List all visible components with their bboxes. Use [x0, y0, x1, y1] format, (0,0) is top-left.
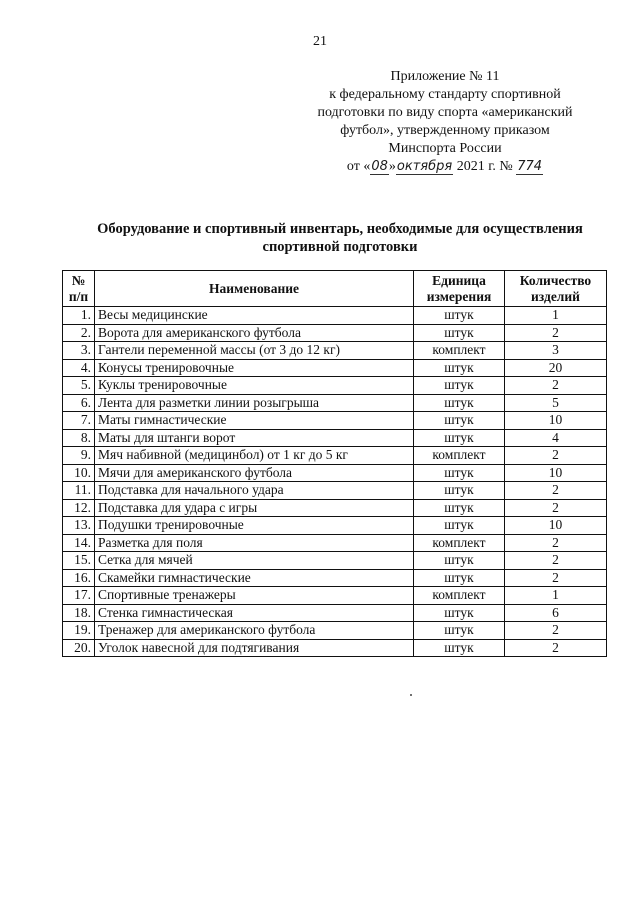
header-name: Наименование: [95, 271, 414, 307]
row-number: 16.: [63, 569, 95, 587]
item-unit: штук: [414, 517, 505, 535]
table-row: [63, 307, 607, 325]
row-number: 15.: [63, 552, 95, 570]
table-row: [63, 622, 607, 640]
item-unit: штук: [414, 622, 505, 640]
table-row: [63, 412, 607, 430]
table-row: [63, 587, 607, 605]
item-name: Уголок навесной для подтягивания: [95, 639, 414, 657]
item-quantity: 4: [505, 429, 607, 447]
table-row: [63, 394, 607, 412]
item-name: Конусы тренировочные: [95, 359, 414, 377]
row-number: 10.: [63, 464, 95, 482]
item-name: Сетка для мячей: [95, 552, 414, 570]
page-number: 21: [313, 34, 327, 49]
table-row: [63, 464, 607, 482]
item-unit: штук: [414, 569, 505, 587]
item-unit: штук: [414, 429, 505, 447]
header-num-line-2: п/п: [68, 288, 89, 304]
item-name: Весы медицинские: [95, 307, 414, 325]
order-day-handwritten: 08: [371, 159, 388, 174]
item-unit: штук: [414, 482, 505, 500]
item-unit: штук: [414, 412, 505, 430]
header-qty: [505, 271, 607, 307]
header-unit-line-2: измерения: [426, 288, 492, 304]
item-name: Скамейки гимнастические: [95, 569, 414, 587]
appendix-line-5: Минспорта России: [388, 141, 502, 156]
row-number: 19.: [63, 622, 95, 640]
item-name: Маты для штанги ворот: [95, 429, 414, 447]
header-num-line-1: №: [71, 272, 86, 288]
item-unit: штук: [414, 394, 505, 412]
item-unit: комплект: [414, 534, 505, 552]
item-quantity: 3: [505, 342, 607, 360]
item-name: Ворота для американского футбола: [95, 324, 414, 342]
item-quantity: 10: [505, 464, 607, 482]
order-prefix: от «: [346, 159, 371, 174]
item-quantity: 10: [505, 517, 607, 535]
table-row: [63, 482, 607, 500]
header-num: [63, 271, 95, 307]
row-number: 7.: [63, 412, 95, 430]
row-number: 4.: [63, 359, 95, 377]
row-number: 1.: [63, 307, 95, 325]
item-name: Тренажер для американского футбола: [95, 622, 414, 640]
table-row: [63, 342, 607, 360]
item-quantity: 6: [505, 604, 607, 622]
row-number: 6.: [63, 394, 95, 412]
table-header-row: [63, 271, 607, 307]
table-row: [63, 552, 607, 570]
item-unit: штук: [414, 464, 505, 482]
appendix-line-3: подготовки по виду спорта «американский: [317, 105, 573, 120]
header-qty-line-2: изделий: [531, 288, 580, 304]
item-quantity: 2: [505, 639, 607, 657]
item-quantity: 2: [505, 377, 607, 395]
item-quantity: 1: [505, 307, 607, 325]
item-unit: комплект: [414, 342, 505, 360]
order-year: 2021 г. №: [456, 159, 513, 174]
item-quantity: 10: [505, 412, 607, 430]
row-number: 12.: [63, 499, 95, 517]
order-month-handwritten: октября: [396, 159, 453, 174]
item-quantity: 2: [505, 534, 607, 552]
item-unit: штук: [414, 324, 505, 342]
title-line-2: спортивной подготовки: [262, 239, 418, 255]
item-name: Мяч набивной (медицинбол) от 1 кг до 5 кг: [95, 447, 414, 465]
row-number: 17.: [63, 587, 95, 605]
table-row: [63, 324, 607, 342]
item-quantity: 2: [505, 482, 607, 500]
item-name: Подушки тренировочные: [95, 517, 414, 535]
item-quantity: 2: [505, 324, 607, 342]
table-row: [63, 534, 607, 552]
table-row: [63, 359, 607, 377]
appendix-line-1: Приложение № 11: [390, 69, 500, 84]
row-number: 13.: [63, 517, 95, 535]
table-row: [63, 639, 607, 657]
item-quantity: 2: [505, 569, 607, 587]
appendix-header: [300, 68, 590, 176]
item-unit: штук: [414, 499, 505, 517]
item-name: Спортивные тренажеры: [95, 587, 414, 605]
item-name: Стенка гимнастическая: [95, 604, 414, 622]
order-date-line: [300, 158, 590, 176]
item-unit: комплект: [414, 447, 505, 465]
item-unit: штук: [414, 639, 505, 657]
header-unit: [414, 271, 505, 307]
scan-speck: [410, 694, 412, 696]
table-row: [63, 447, 607, 465]
order-number-handwritten: 774: [517, 159, 543, 174]
item-unit: штук: [414, 604, 505, 622]
item-name: Подставка для начального удара: [95, 482, 414, 500]
table-row: [63, 604, 607, 622]
table-row: [63, 429, 607, 447]
item-quantity: 2: [505, 499, 607, 517]
item-unit: штук: [414, 307, 505, 325]
item-quantity: 1: [505, 587, 607, 605]
row-number: 8.: [63, 429, 95, 447]
row-number: 11.: [63, 482, 95, 500]
document-title: [70, 220, 610, 256]
row-number: 3.: [63, 342, 95, 360]
item-quantity: 20: [505, 359, 607, 377]
item-name: Гантели переменной массы (от 3 до 12 кг): [95, 342, 414, 360]
item-name: Лента для разметки линии розыгрыша: [95, 394, 414, 412]
header-qty-line-1: Количество: [519, 272, 592, 288]
item-quantity: 2: [505, 552, 607, 570]
item-name: Мячи для американского футбола: [95, 464, 414, 482]
appendix-line-2: к федеральному стандарту спортивной: [329, 87, 561, 102]
table-row: [63, 517, 607, 535]
order-mid: »: [388, 159, 396, 174]
table-row: [63, 377, 607, 395]
item-name: Подставка для удара с игры: [95, 499, 414, 517]
row-number: 2.: [63, 324, 95, 342]
item-quantity: 2: [505, 622, 607, 640]
item-unit: штук: [414, 377, 505, 395]
row-number: 9.: [63, 447, 95, 465]
item-quantity: 2: [505, 447, 607, 465]
row-number: 18.: [63, 604, 95, 622]
item-name: Куклы тренировочные: [95, 377, 414, 395]
title-line-1: Оборудование и спортивный инвентарь, необходимые для осуществления: [97, 221, 583, 237]
item-unit: комплект: [414, 587, 505, 605]
header-unit-line-1: Единица: [432, 272, 486, 288]
equipment-table: [62, 270, 607, 657]
row-number: 14.: [63, 534, 95, 552]
row-number: 20.: [63, 639, 95, 657]
table-row: [63, 499, 607, 517]
item-unit: штук: [414, 359, 505, 377]
item-unit: штук: [414, 552, 505, 570]
item-quantity: 5: [505, 394, 607, 412]
appendix-line-4: футбол», утвержденному приказом: [340, 123, 550, 138]
item-name: Маты гимнастические: [95, 412, 414, 430]
item-name: Разметка для поля: [95, 534, 414, 552]
table-row: [63, 569, 607, 587]
row-number: 5.: [63, 377, 95, 395]
